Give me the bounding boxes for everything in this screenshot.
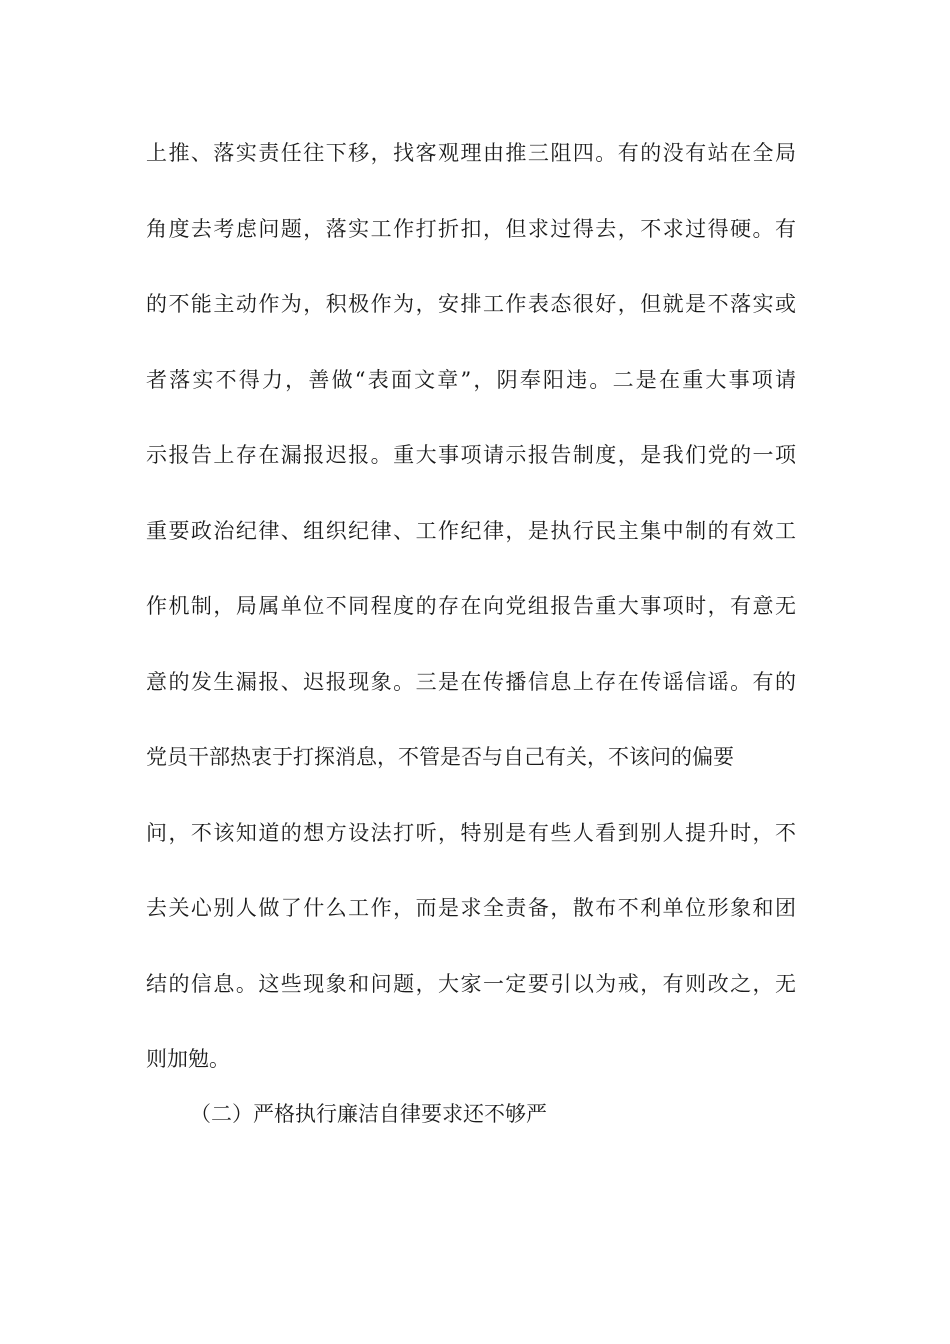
paragraph-line: 去关心别人做了什么工作，而是求全责备，散布不利单位形象和团 bbox=[146, 896, 796, 920]
section-heading: （二）严格执行廉洁自律要求还不够严 bbox=[190, 1102, 547, 1126]
paragraph-line: 党员干部热衷于打探消息，不管是否与自己有关，不该问的偏要 bbox=[146, 745, 734, 769]
paragraph-line: 作机制，局属单位不同程度的存在向党组报告重大事项时，有意无 bbox=[146, 594, 796, 618]
body-paragraph bbox=[146, 127, 796, 1109]
paragraph-line: 则加勉。 bbox=[146, 1047, 230, 1071]
paragraph-line: 者落实不得力，善做“表面文章”，阴奉阳违。二是在重大事项请 bbox=[146, 367, 796, 392]
paragraph-line: 角度去考虑问题，落实工作打折扣，但求过得去，不求过得硬。有 bbox=[146, 216, 796, 241]
paragraph-line: 意的发生漏报、迟报现象。三是在传播信息上存在传谣信谣。有的 bbox=[146, 669, 796, 694]
paragraph-line: 结的信息。这些现象和问题，大家一定要引以为戒，有则改之，无 bbox=[146, 971, 796, 996]
paragraph-line: 示报告上存在漏报迟报。重大事项请示报告制度，是我们党的一项 bbox=[146, 443, 796, 467]
paragraph-line: 的不能主动作为，积极作为，安排工作表态很好，但就是不落实或 bbox=[146, 292, 796, 316]
paragraph-line: 上推、落实责任往下移，找客观理由推三阻四。有的没有站在全局 bbox=[146, 141, 796, 165]
paragraph-line: 问，不该知道的想方设法打听，特别是有些人看到别人提升时，不 bbox=[146, 820, 796, 845]
paragraph-line: 重要政治纪律、组织纪律、工作纪律，是执行民主集中制的有效工 bbox=[146, 518, 796, 543]
